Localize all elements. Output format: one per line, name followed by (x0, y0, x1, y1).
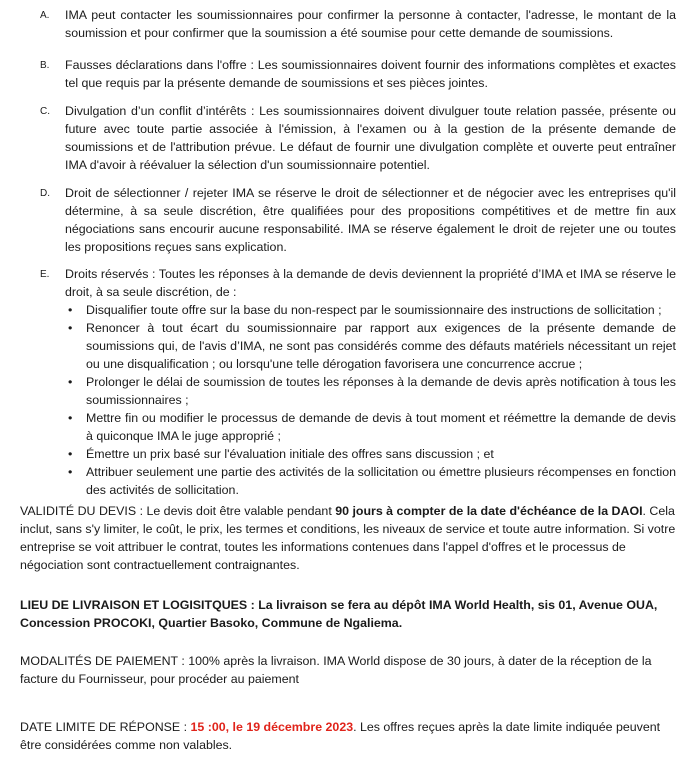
list-item-text: Mettre fin ou modifier le processus de demande de devis à tout moment et réémettre la demande de devis à quiconque IMA le juge approprié ; (86, 411, 676, 443)
list-item-text: Attribuer seulement une partie des activités de la sollicitation ou émettre plusieurs récompenses en fonction des activités de sollicitation. (86, 465, 676, 497)
clause-text: Droit de sélectionner / rejeter IMA se réserve le droit de sélectionner et de négocier avec les entreprises qu'il détermine, à sa seule discrétion, être qualifiées pour des propositions compétitives et de mettre fin aux négociations sans encourir aucune responsabilité. IMA se réserve également le droit de rejeter une ou toutes les propositions reçues sans explication. (65, 186, 676, 254)
list-item (65, 409, 676, 445)
clause-letter: B. (40, 60, 50, 71)
bullet-icon: • (68, 375, 73, 389)
clause-text: Divulgation d’un conflit d’intérêts : Les soumissionnaires doivent divulguer toute relation passée, présente ou future avec toute partie associée à l'émission, à l'examen ou à la gestion de la présente demande de soumissions et de l'attribution prévue. Le défaut de fournir une divulgation complète et ouverte peut entraîner IMA d'avoir à réévaluer la sélection d'un soumissionnaire potentiel. (65, 104, 676, 172)
delivery-label: LIEU DE LIVRAISON ET LOGISITQUES : (20, 598, 255, 612)
quote-validity-paragraph (20, 502, 680, 574)
bullet-icon: • (68, 411, 73, 425)
payment-text: MODALITÉS DE PAIEMENT : 100% après la livraison. IMA World dispose de 30 jours, à dater de la réception de la facture du Fournisseur, pour procéder au paiement (20, 654, 652, 686)
list-item (65, 445, 676, 463)
clause-text: IMA peut contacter les soumissionnaires pour confirmer la personne à contacter, l'adresse, le montant de la soumission et pour confirmer que la soumission a été soumise pour cette demande de soumissions. (65, 8, 676, 40)
list-item-text: Renoncer à tout écart du soumissionnaire par rapport aux exigences de la présente demande de soumissions qui, de l'avis d’IMA, ne sont pas considérés comme des défauts matériels nécessitant un rejet ou une disqualification ; ou lorsqu'une telle dérogation favorisera une concurrence accrue ; (86, 321, 676, 371)
clause-letter: D. (40, 188, 50, 199)
payment-paragraph (20, 652, 680, 688)
clause-text: Fausses déclarations dans l'offre : Les soumissionnaires doivent fournir des informations complètes et exactes tel que requis par la présente demande de soumissions et ses pièces jointes. (65, 58, 676, 90)
clause-d (40, 184, 676, 256)
list-item-text: Prolonger le délai de soumission de toutes les réponses à la demande de devis après notification à tous les soumissionnaires ; (86, 375, 676, 407)
clause-letter: E. (40, 269, 50, 280)
bullet-icon: • (68, 465, 73, 479)
deadline-value: 15 :00, le 19 décembre 2023 (190, 720, 354, 734)
clause-a (40, 6, 676, 42)
list-item (65, 373, 676, 409)
clause-text: Droits réservés : Toutes les réponses à la demande de devis deviennent la propriété d’IMA et IMA se réserve le droit, à sa seule discrétion, de : (65, 267, 676, 299)
deadline-label: DATE LIMITE DE RÉPONSE : (20, 720, 191, 734)
list-item (65, 319, 676, 373)
clause-e (40, 265, 676, 499)
clause-letter: A. (40, 10, 50, 21)
list-item-text: Émettre un prix basé sur l'évaluation initiale des offres sans discussion ; et (86, 447, 494, 461)
validity-label: VALIDITÉ DU DEVIS : Le devis doit être valable pendant (20, 504, 336, 518)
list-item (65, 463, 676, 499)
clause-b (40, 56, 676, 92)
delivery-text: La livraison se fera au dépôt IMA World Health, sis 01, Avenue OUA, Concession PROCOKI, Quartier Basoko, Commune de Ngaliema. (20, 598, 658, 630)
reserved-rights-list (65, 301, 676, 499)
clause-c (40, 102, 676, 174)
list-item-text: Disqualifier toute offre sur la base du non-respect par le soumissionnaire des instructions de sollicitation ; (86, 303, 662, 317)
bullet-icon: • (68, 303, 73, 317)
delivery-paragraph (20, 596, 680, 632)
validity-duration: 90 jours à compter de la date d'échéance de la DAOI (335, 504, 643, 518)
clause-letter: C. (40, 106, 50, 117)
deadline-text: . Les offres reçues après la date limite indiquée peuvent être considérées comme non valables. (20, 720, 661, 752)
list-item (65, 301, 676, 319)
validity-text: . Cela inclut, sans s'y limiter, le coût, le prix, les termes et conditions, les niveaux de service et toute autre information. Si votre entreprise se voit attribuer le contrat, toutes les informations contenues dans l'appel d'offres et le processus de négociation sont contractuellement contraignantes. (20, 504, 676, 572)
deadline-paragraph (20, 718, 680, 754)
bullet-icon: • (68, 447, 73, 461)
bullet-icon: • (68, 321, 73, 335)
